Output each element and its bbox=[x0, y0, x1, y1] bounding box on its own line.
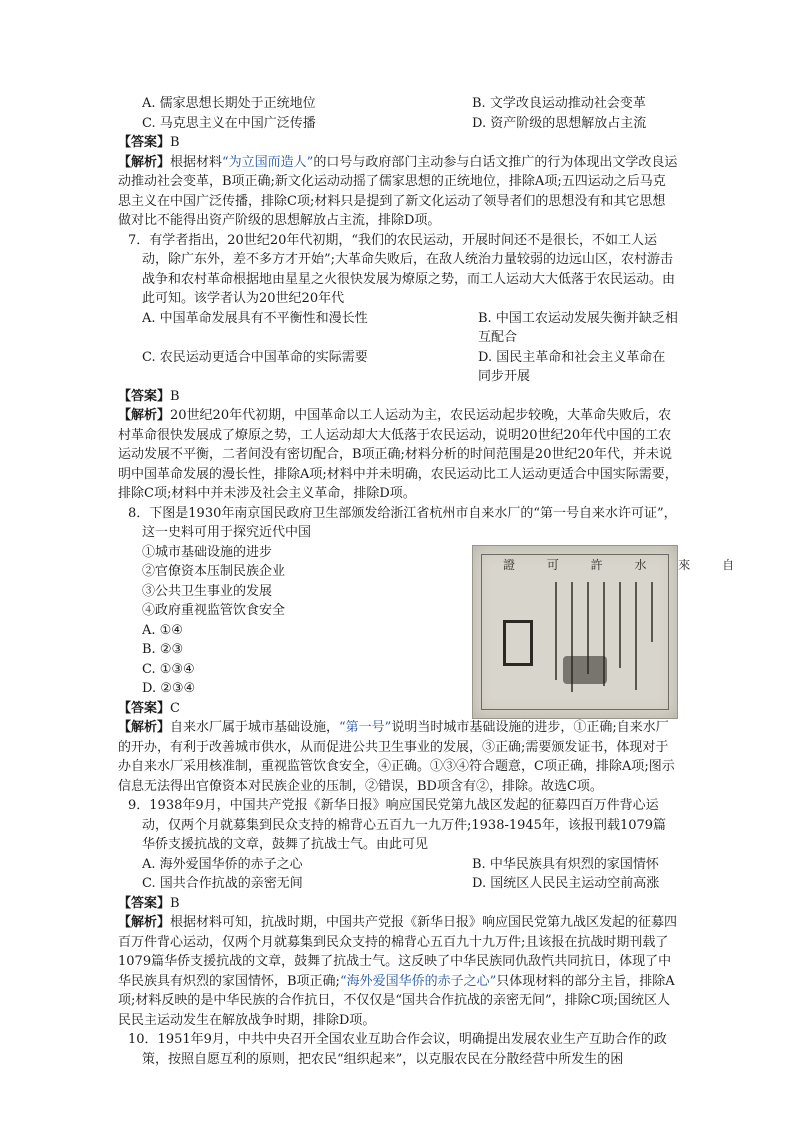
q9-options-row-1 bbox=[118, 855, 678, 875]
permit-stamp bbox=[503, 620, 533, 666]
q8-answer: 【答案】C bbox=[118, 700, 180, 716]
q6-option-c: C. 马克思主义在中国广泛传播 bbox=[142, 115, 316, 131]
q7-options-row-2 bbox=[118, 348, 678, 387]
water-permit-photo bbox=[472, 545, 749, 719]
q8-item-4: ④政府重视监管饮食安全 bbox=[142, 603, 286, 618]
q10-stem: 10．1951年9月，中共中央召开全国农业互助合作会议，明确提出发展农业生产互助合作的政策，按照自愿互利的原则，把农民“组织起来”，以克服农民在分散经营中所发生的困 bbox=[128, 1032, 667, 1067]
q7-option-c: C. 农民运动更适合中国革命的实际需要 bbox=[142, 349, 368, 365]
page-content bbox=[118, 94, 749, 1069]
q6-analysis: 【解析】根据材料“为立国而造人”的口号与政府部门主动参与白话文推广的行为体现出文学改良运动推动社会变革，B项正确;新文化运动动摇了儒家思想的正统地位，排除A项;五四运动之后马克思主义在中国广泛传播，排除C项;材料只是提到了新文化运动了领导者们的思想没有和其它思想做对比不能得出资产阶级的思想解放占主流，排除D项。 bbox=[118, 154, 678, 228]
q8-item-3: ③公共卫生事业的发展 bbox=[142, 583, 273, 599]
q8-item-1: ①城市基础设施的进步 bbox=[142, 544, 273, 560]
permit-seal bbox=[563, 656, 607, 684]
q7-stem: 7．有学者指出，20世纪20年代初期，“我们的农民运动，开展时间还不是很长，不如工人运动，除广东外，差不多方才开始”;大革命失败后，在敌人统治力量较弱的边远山区，农村游击战争和农村革命根据地由星星之火很快发展为燎原之势，而工人运动大大低落于农民运动。由此可知。该学者认为20世纪20年代 bbox=[128, 232, 676, 306]
q6-option-d: D. 资产阶级的思想解放占主流 bbox=[472, 115, 647, 131]
q7-option-b: B. 中国工农运动发展失衡并缺乏相互配合 bbox=[478, 310, 678, 345]
q8-option-a: A. ①④ bbox=[142, 622, 183, 638]
q6-option-b: B. 文学改良运动推动社会变革 bbox=[472, 96, 646, 111]
q9-option-c: C. 国共合作抗战的亲密无间 bbox=[142, 876, 303, 891]
q7-answer: 【答案】B bbox=[118, 388, 180, 404]
q6-options-row-2 bbox=[118, 114, 678, 134]
q7-option-a: A. 中国革命发展具有不平衡性和漫长性 bbox=[142, 310, 368, 326]
q9-option-d: D. 国统区人民民主运动空前高涨 bbox=[472, 876, 660, 891]
q9-answer: 【答案】B bbox=[118, 895, 180, 911]
q7-analysis: 【解析】20世纪20年代初期，中国革命以工人运动为主，农民运动起步较晚，大革命失败后，农村革命很快发展成了燎原之势，工人运动却大大低落于农民运动，说明20世纪20年代中国的工农运动发展不平衡，二者间没有密切配合，B项正确;材料分析的时间范围是20世纪20年代，并未说明中国革命发展的漫长性，排除A项;材料中并未明确，农民运动比工人运动更适合中国实际需要，排除C项;材料中并未涉及社会主义革命，排除D项。 bbox=[118, 408, 678, 501]
q9-option-b: B. 中华民族具有炽烈的家国情怀 bbox=[472, 856, 659, 872]
q8-option-c: C. ①③④ bbox=[142, 661, 195, 677]
q9-stem: 9．1938年9月，中国共产党报《新华日报》响应国民党第九战区发起的征募四百万件背心运动，仅两个月就募集到民众支持的棉背心五百九一九万件;1938-1945年，该报刊载1079篇华侨支援抗战的文章，鼓舞了抗战士气。由此可见 bbox=[128, 798, 667, 852]
q6-option-a: A. 儒家思想长期处于正统地位 bbox=[142, 96, 316, 111]
q8-option-d: D. ②③④ bbox=[142, 681, 196, 696]
permit-heading: 證 可 許 水 來 自 bbox=[503, 558, 749, 572]
q9-option-a: A. 海外爱国华侨的赤子之心 bbox=[142, 856, 303, 872]
q7-option-d: D. 国民主革命和社会主义革命在同步开展 bbox=[478, 349, 666, 384]
q6-options-row-1 bbox=[118, 94, 678, 114]
q7-options-row-1 bbox=[118, 309, 678, 348]
q9-options-row-2 bbox=[118, 874, 678, 894]
q6-answer: 【答案】B bbox=[118, 135, 180, 150]
q8-option-b: B. ②③ bbox=[142, 642, 184, 657]
q8-analysis: 【解析】自来水厂属于城市基础设施，“第一号”说明当时城市基础设施的进步，①正确;自来水厂的开办，有利于改善城市供水，从而促进公共卫生事业的发展，③正确;需要颁发证书，体现对于办自来水厂采用核准制，重视监管饮食安全，④正确。①③④符合题意，C项正确，排除A项;图示信息无法得出官僚资本对民族企业的压制，②错误，BD项含有②，排除。故选C项。 bbox=[118, 720, 675, 794]
q8-stem: 8．下图是1930年南京国民政府卫生部颁发给浙江省杭州市自来水厂的“第一号自来水许可证”，这一史料可用于探究近代中国 bbox=[128, 505, 677, 540]
q9-analysis: 【解析】根据材料可知，抗战时期，中国共产党报《新华日报》响应国民党第九战区发起的征募四百万件背心运动，仅两个月就募集到民众支持的棉背心五百九十九万件;且该报在抗战时期刊载了1079篇华侨支援抗战的文章，鼓舞了抗战士气。这反映了中华民族同仇敌忾共同抗日，体现了中华民族具有炽烈的家国情怀，B项正确;“海外爱国华侨的赤子之心”只体现材料的部分主旨，排除A项;材料反映的是中华民族的合作抗日，不仅仅是“国共合作抗战的亲密无间”，排除C项;国统区人民民主运动发生在解放战争时期，排除D项。 bbox=[118, 915, 678, 1028]
q8-item-2: ②官僚资本压制民族企业 bbox=[142, 564, 286, 579]
